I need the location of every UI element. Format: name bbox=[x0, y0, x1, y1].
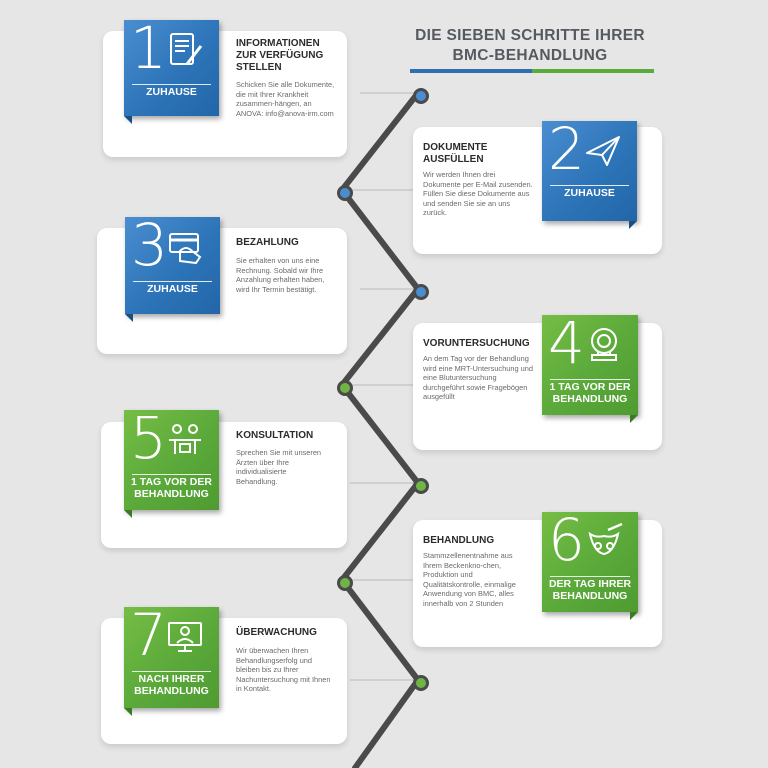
step-1-title: INFORMATIONEN ZUR VERFÜGUNG STELLEN bbox=[236, 38, 324, 73]
step-6-number: 6 bbox=[548, 506, 585, 574]
step-5-badge-label: 1 TAG VOR DER BEHANDLUNG bbox=[131, 476, 212, 500]
consultation-table-icon bbox=[165, 420, 205, 460]
step-3-separator bbox=[133, 281, 212, 282]
step-4-text: An dem Tag vor der Behandlung wird eine MRT-Untersuchung und eine Blutuntersuchung durchgeführt sowie Fragebögen ausgefüllt bbox=[423, 354, 533, 402]
step-2-number: 2 bbox=[548, 115, 585, 183]
title-line-1: DIE SIEBEN SCHRITTE IHRER bbox=[415, 27, 645, 44]
step-2-badge-label: ZUHAUSE bbox=[564, 187, 615, 199]
step-7-badge bbox=[124, 601, 219, 708]
timeline-node-3 bbox=[413, 284, 429, 300]
step-2-text: Wir werden Ihnen drei Dokumente per E-Mail zusenden. Füllen Sie diese Dokumente aus und senden Sie sie an uns zurück. bbox=[423, 170, 533, 218]
step-5-separator bbox=[132, 474, 211, 475]
step-7-title: ÜBERWACHUNG bbox=[236, 627, 317, 638]
step-1-separator bbox=[132, 84, 211, 85]
step-4-badge-label: 1 TAG VOR DER BEHANDLUNG bbox=[549, 381, 631, 405]
step-6-badge bbox=[542, 506, 638, 612]
timeline-node-1 bbox=[413, 88, 429, 104]
step-7-text: Wir überwachen Ihren Behandlungserfolg und bleiben bis zu Ihrer Nachuntersuchung mit Ihnen in Kontakt. bbox=[236, 646, 331, 694]
step-2-title: DOKUMENTE AUSFÜLLEN bbox=[423, 142, 488, 165]
step-4-number: 4 bbox=[548, 309, 585, 377]
timeline-node-7 bbox=[413, 675, 429, 691]
step-3-number: 3 bbox=[131, 211, 168, 279]
step-6-text: Stammzellenentnahme aus Ihrem Beckenkno-chen, Produktion und Qualitätskontrolle, einmalige Anwendung von BMC, alles innerhalb von 2 Stunden bbox=[423, 551, 516, 608]
timeline-node-6 bbox=[337, 575, 353, 591]
step-5-title: KONSULTATION bbox=[236, 430, 314, 441]
step-4-separator bbox=[550, 379, 630, 380]
step-3-text: Sie erhalten von uns eine Rechnung. Sobald wir Ihre Anzahlung erhalten haben, wird Ihr Termin bestätigt. bbox=[236, 256, 325, 294]
paper-plane-icon bbox=[583, 131, 623, 171]
monitor-doctor-icon bbox=[165, 617, 205, 657]
document-pen-icon bbox=[165, 30, 205, 70]
step-3-badge-label: ZUHAUSE bbox=[147, 283, 198, 295]
title-line-2: BMC-BEHANDLUNG bbox=[452, 47, 608, 64]
step-2-separator bbox=[550, 185, 629, 186]
mri-scanner-icon bbox=[584, 325, 624, 365]
step-7-separator bbox=[132, 671, 211, 672]
step-4-title: VORUNTERSUCHUNG bbox=[423, 338, 530, 349]
step-1-badge-label: ZUHAUSE bbox=[146, 86, 197, 98]
step-6-title: BEHANDLUNG bbox=[423, 535, 495, 546]
step-1-number: 1 bbox=[130, 14, 167, 82]
timeline-node-4 bbox=[337, 380, 353, 396]
step-7-badge-label: NACH IHRER BEHANDLUNG bbox=[134, 673, 209, 697]
credit-card-icon bbox=[166, 227, 206, 267]
step-5-badge bbox=[124, 404, 219, 510]
step-3-title: BEZAHLUNG bbox=[236, 237, 299, 248]
step-7-number: 7 bbox=[130, 601, 167, 669]
step-1-badge bbox=[124, 14, 219, 116]
step-2-badge bbox=[542, 115, 637, 221]
pelvis-syringe-icon bbox=[584, 522, 624, 562]
step-5-text: Sprechen Sie mit unseren Ärzten über Ihre individualisierte Behandlung. bbox=[236, 448, 322, 486]
timeline-node-2 bbox=[337, 185, 353, 201]
step-1-text: Schicken Sie alle Dokumente, die mit Ihrer Krankheit zusammen-hängen, an ANOVA: info@anova-irm.com bbox=[236, 80, 335, 118]
step-5-number: 5 bbox=[130, 404, 167, 472]
step-3-badge bbox=[125, 211, 220, 314]
step-4-badge bbox=[542, 309, 638, 415]
step-6-badge-label: DER TAG IHRER BEHANDLUNG bbox=[548, 578, 632, 602]
timeline-node-5 bbox=[413, 478, 429, 494]
step-6-separator bbox=[550, 576, 630, 577]
